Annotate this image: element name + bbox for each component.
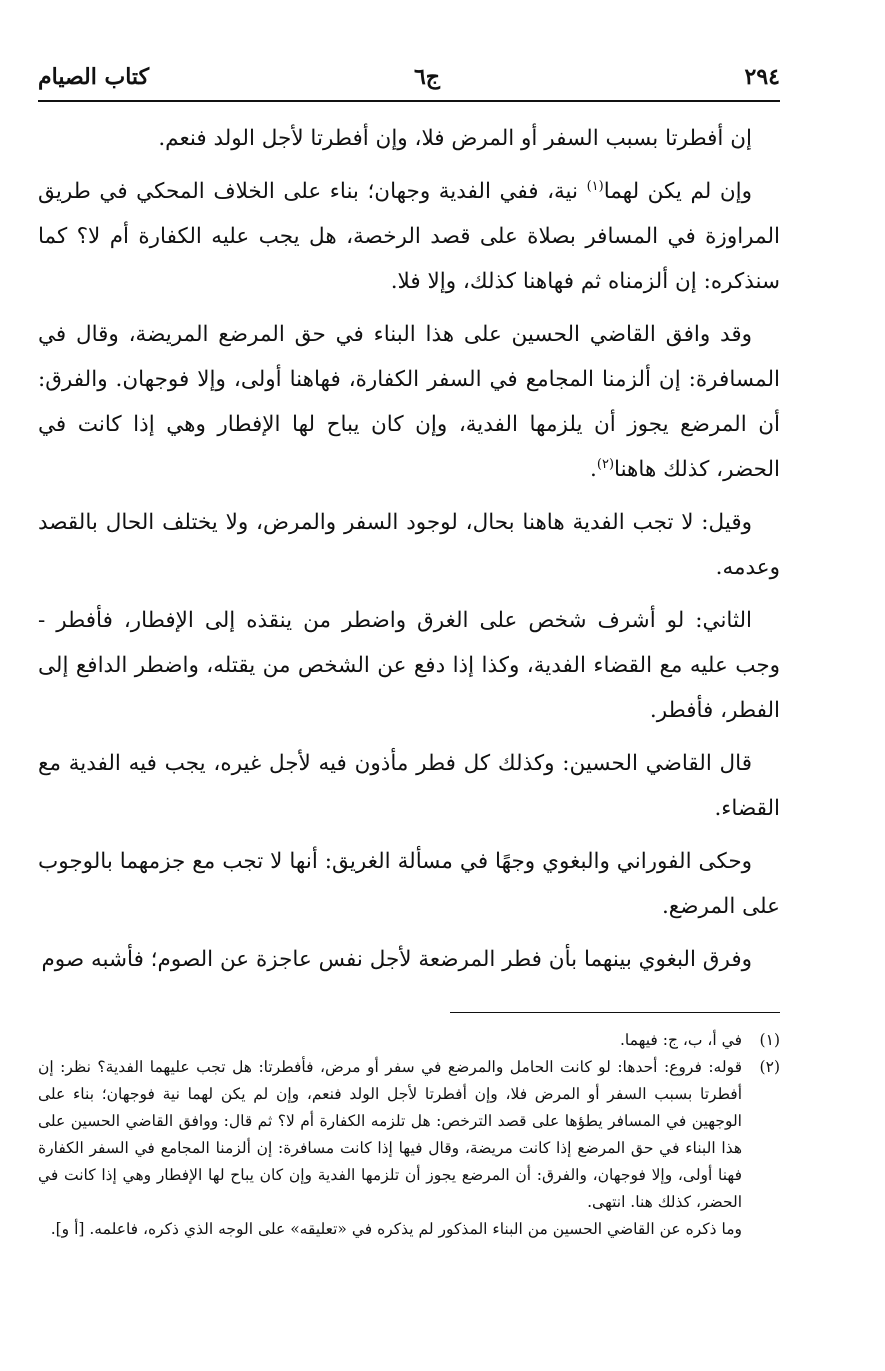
page-number: ٢٩٤ xyxy=(744,64,780,90)
page-header xyxy=(38,58,780,102)
paragraph: وقيل: لا تجب الفدية هاهنا بحال، لوجود السفر والمرض، ولا يختلف الحال بالقصد وعدمه. xyxy=(38,510,780,580)
footnote-continuation: وما ذكره عن القاضي الحسين من البناء المذكور لم يذكره في «تعليقه» على الوجه الذي ذكره، فاعلمه. [أ و]. xyxy=(50,1220,742,1238)
paragraph: وقد وافق القاضي الحسين على هذا البناء في حق المرضع المريضة، وقال في المسافرة: إن ألزمنا المجامع في السفر الكفارة، فهاهنا أولى، وإلا فوجهان. والفرق: أن المرضع يجوز أن يلزمها الفدية، وإن كان يباح لها الإفطار وهي إذا كانت في الحضر، كذلك هاهنا$^{(٢)}$. xyxy=(38,322,780,482)
book-page xyxy=(38,58,780,1243)
paragraph: قال القاضي الحسين: وكذلك كل فطر مأذون فيه لأجل غيره، يجب فيه الفدية مع القضاء. xyxy=(38,751,780,821)
paragraph: وإن لم يكن لهما$^{(١)}$ نية، ففي الفدية وجهان؛ بناء على الخلاف المحكي في طريق المراوزة في المسافر بصلاة على قصد الرخصة، هل يجب عليه الكفارة أم لا؟ كما سنذكره: إن ألزمناه ثم فهاهنا كذلك، وإلا فلا. xyxy=(38,178,780,294)
footnote-text: في أ، ب، ج: فيهما. xyxy=(619,1031,742,1049)
footnote-number: (١) xyxy=(759,1031,780,1049)
paragraph: وحكى الفوراني والبغوي وجهًا في مسألة الغريق: أنها لا تجب مع جزمهما بالوجوب على المرضع. xyxy=(38,849,780,919)
footnote-divider xyxy=(450,1012,780,1013)
footnote-number: (٢) xyxy=(759,1058,780,1076)
chapter-title: كتاب الصيام xyxy=(38,64,150,90)
footnote-ref: (١) xyxy=(586,178,604,194)
footnote-ref: (٢) xyxy=(596,456,615,472)
volume-label: ج٦ xyxy=(413,64,440,90)
footnote xyxy=(38,1027,780,1054)
paragraph: الثاني: لو أشرف شخص على الغرق واضطر من ينقذه إلى الإفطار، فأفطر - وجب عليه مع القضاء الفدية، وكذا إذا دفع عن الشخص من يقتله، واضطر الدافع إلى الفطر، فأفطر. xyxy=(38,608,780,723)
footnote xyxy=(38,1054,780,1216)
paragraph: وفرق البغوي بينهما بأن فطر المرضعة لأجل نفس عاجزة عن الصوم؛ فأشبه صوم xyxy=(41,947,752,972)
footnotes xyxy=(38,1027,780,1243)
main-text xyxy=(38,116,780,982)
paragraph: إن أفطرتا بسبب السفر أو المرض فلا، وإن أفطرتا لأجل الولد فنعم. xyxy=(158,126,752,151)
footnote-text: قوله: فروع: أحدها: لو كانت الحامل والمرضع في سفر أو مرض، فأفطرتا: هل تجب عليهما الفدية؟ نظر: إن أفطرتا بسبب السفر أو المرض فلا، وإن أفطرتا لأجل الولد فنعم، وإن لم يكن لهما نية فوجهان؛ بناء على الوجهين في المسافر يطؤها على قصد الترخص: هل تلزمه الكفارة أم لا؟ ثم قال: ووافق القاضي الحسين على هذا البناء في حق المرضع إذا كانت مريضة، وقال فيها إذا كانت مسافرة: إن ألزمنا المجامع في السفر الكفارة فهنا أولى، وإلا فوجهان، والفرق: أن المرضع يجوز أن تلزمها الفدية وإن كان يباح لها الإفطار وهي إذا كانت في الحضر، كذلك هنا. انتهى. xyxy=(38,1058,742,1211)
